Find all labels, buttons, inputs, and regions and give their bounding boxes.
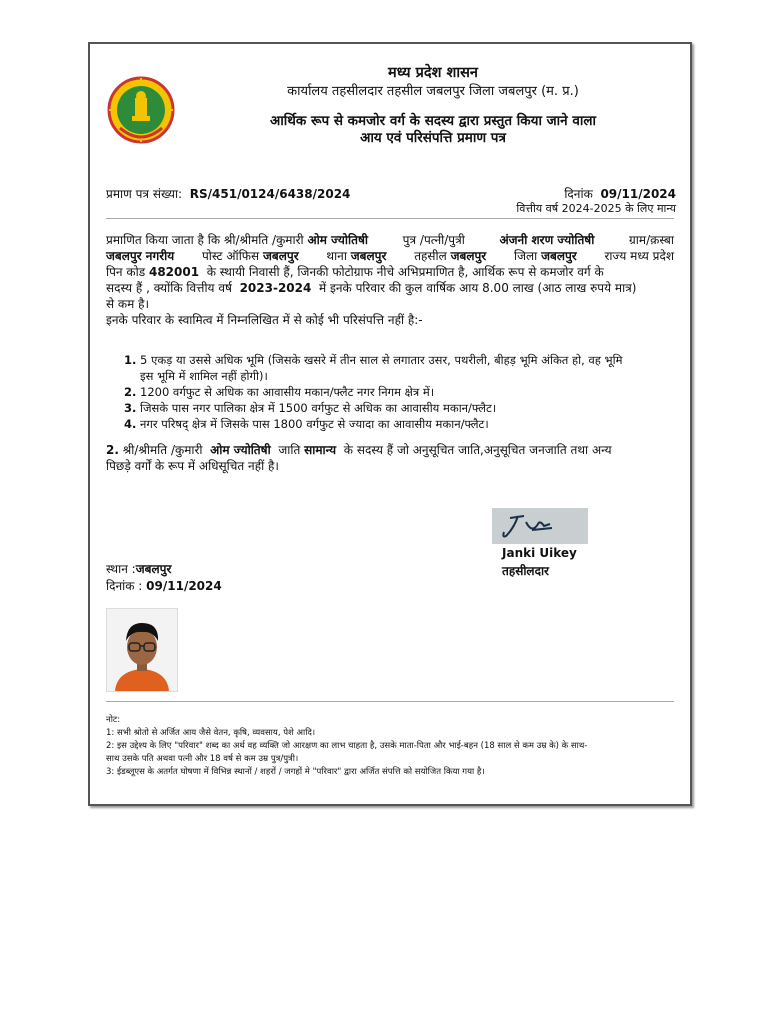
p3-applicant-name: ओम ज्योतिषी bbox=[210, 443, 271, 457]
validity-note: वित्तीय वर्ष 2024-2025 के लिए मान्य bbox=[516, 202, 676, 215]
mp-government-emblem-icon bbox=[106, 70, 176, 150]
thana: जबलपुर bbox=[350, 249, 387, 263]
place-row bbox=[106, 560, 171, 577]
footer-date-row bbox=[106, 577, 222, 594]
tehsil-label: तहसील bbox=[414, 249, 447, 263]
parent-name: अंजनी शरण ज्योतिषी bbox=[499, 233, 595, 247]
cert-number: RS/451/0124/6438/2024 bbox=[189, 187, 351, 201]
thana-label: थाना bbox=[326, 249, 347, 263]
place-label: स्थान : bbox=[106, 562, 136, 576]
caste-label: जाति bbox=[278, 443, 301, 457]
district: जबलपुर bbox=[541, 249, 577, 263]
caste-paragraph bbox=[106, 442, 674, 474]
note-2a: 2: इस उद्देश्य के लिए "परिवार" शब्द का अर्थ वह व्यक्ति जो आरक्षण का लाभ चाहता है, उसके माता-पिता और भाई-बहन (18 साल से कम उम्र के) के साथ- bbox=[106, 741, 588, 751]
list-item: 3. जिसके पास नगर पालिका क्षेत्र में 1500 वर्गफुट से अधिक का आवासीय मकान/फ्लैट। bbox=[124, 401, 497, 415]
list-item: 1. 5 एकड़ या उससे अधिक भूमि (जिसके खसरे में तीन साल से लगातार उसर, पथरीली, बीहड़ भूमि अंकित हो, वह भूमि इस भूमि में शामिल नहीं होगी)। bbox=[124, 353, 623, 383]
certificate-title-line2: आय एवं परिसंपत्ति प्रमाण पत्र bbox=[360, 130, 506, 146]
state-label: राज्य मध्य प्रदेश bbox=[604, 249, 674, 263]
footer-date-label: दिनांक : bbox=[106, 579, 143, 593]
p3-line2: पिछड़े वर्गों के रूप में अधिसूचित नहीं है। bbox=[106, 459, 279, 473]
p3-number: 2. bbox=[106, 443, 119, 457]
asset-list bbox=[124, 352, 676, 432]
note-2b: साथ उसके पति अथवा पत्नी और 18 वर्ष से कम उम्र पुत्र/पुत्री। bbox=[106, 754, 299, 764]
p1-mid: के स्थायी निवासी हैं, जिनकी फोटोग्राफ नीचे अभिप्रमाणित है, आर्थिक रूप से कमजोर वर्ग के bbox=[206, 265, 604, 279]
list-item: 2. 1200 वर्गफुट से अधिक का आवासीय मकान/फ्लैट नगर निगम क्षेत्र में। bbox=[124, 385, 435, 399]
p1-line5: से कम है। bbox=[106, 297, 150, 311]
place: जबलपुर bbox=[135, 562, 172, 576]
note-3: 3: ईडब्लूएस के अतर्गत घोषणा में विभिन्न स्थानों / शहरों / जगहों मे "परिवार" द्वारा अर्जित संपत्ति को सयोजित किया गया है। bbox=[106, 767, 485, 777]
footer-date: 09/11/2024 bbox=[146, 579, 222, 593]
p1-prefix: प्रमाणित किया जाता है कि श्री/श्रीमति /कुमारी bbox=[106, 233, 304, 247]
applicant-photo bbox=[106, 608, 178, 692]
certificate-frame bbox=[88, 42, 692, 806]
certification-paragraph bbox=[106, 232, 674, 328]
pin-code: 482001 bbox=[148, 265, 200, 279]
cert-number-label: प्रमाण पत्र संख्या: bbox=[106, 187, 183, 201]
tehsil: जबलपुर bbox=[450, 249, 487, 263]
issue-date-label: दिनांक bbox=[564, 187, 593, 201]
govt-name: मध्य प्रदेश शासन bbox=[388, 65, 478, 81]
post-label: पोस्ट ऑफिस bbox=[201, 249, 260, 263]
office-name: कार्यालय तहसीलदार तहसील जबलपुर जिला जबलपुर (म. प्र.) bbox=[287, 84, 579, 99]
p3-rest: के सदस्य हैं जो अनुसूचित जाति,अनुसूचित जनजाति तथा अन्य bbox=[343, 443, 612, 457]
issue-date: 09/11/2024 bbox=[600, 187, 676, 201]
financial-year: 2023-2024 bbox=[239, 281, 312, 295]
p3-prefix: श्री/श्रीमति /कुमारी bbox=[122, 443, 203, 457]
note-1: 1: सभी श्रोतो से अर्जित आय जैसे वेतन, कृषि, व्यवसाय, पेशे आदि। bbox=[106, 728, 316, 738]
divider bbox=[106, 218, 674, 219]
assets-intro: इनके परिवार के स्वामित्व में निम्नलिखित में से कोई भी परिसंपत्ति नहीं है:- bbox=[106, 313, 423, 327]
notes-divider bbox=[106, 701, 674, 702]
district-label: जिला bbox=[514, 249, 538, 263]
applicant-name: ओम ज्योतिषी bbox=[307, 233, 368, 247]
signatory-designation: तहसीलदार bbox=[502, 564, 549, 578]
signatory-name: Janki Uikey bbox=[502, 546, 577, 560]
caste: सामान्य bbox=[304, 443, 337, 457]
certificate-title-line1: आर्थिक रूप से कमजोर वर्ग के सदस्य द्वारा प्रस्तुत किया जाने वाला bbox=[269, 113, 597, 129]
issue-date-row bbox=[564, 185, 676, 202]
pin-label: पिन कोड bbox=[106, 265, 146, 279]
post-office: जबलपुर bbox=[263, 249, 299, 263]
notes-section bbox=[106, 714, 676, 779]
p1-line4-a: सदस्य हैं , क्योंकि वित्तीय वर्ष bbox=[106, 281, 232, 295]
village-name: जबलपुर नगरीय bbox=[106, 249, 175, 263]
signature-image bbox=[492, 508, 588, 544]
list-item: 4. नगर परिषद् क्षेत्र में जिसके पास 1800 वर्गफुट से ज्यादा का आवासीय मकान/फ्लैट। bbox=[124, 417, 489, 431]
cert-number-row bbox=[106, 185, 350, 202]
village-label: ग्राम/क़स्बा bbox=[629, 233, 674, 247]
notes-title: नोट: bbox=[106, 715, 121, 725]
relation-label: पुत्र /पत्नी/पुत्री bbox=[402, 233, 465, 247]
p1-line4-b: में इनके परिवार की कुल वार्षिक आय 8.00 लाख (आठ लाख रुपये मात्र) bbox=[319, 281, 637, 295]
